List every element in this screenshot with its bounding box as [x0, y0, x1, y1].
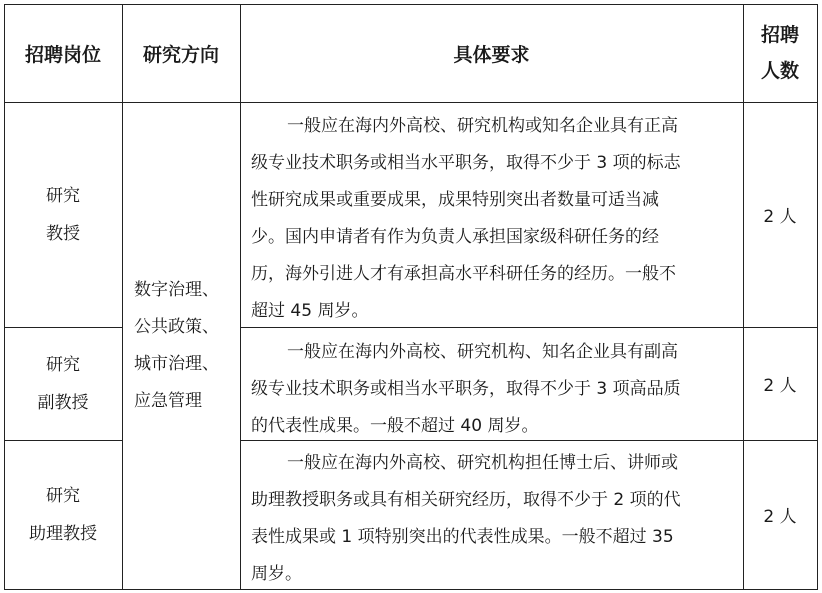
- requirement-line: 一般应在海内外高校、研究机构、知名企业具有副高: [287, 342, 678, 362]
- position-research-assistant-professor: [4, 440, 122, 589]
- count-research-professor: 2 人: [763, 207, 797, 227]
- requirement-line: 周岁。: [251, 564, 302, 584]
- header-count: [743, 4, 817, 102]
- header-requirements: 具体要求: [453, 43, 530, 66]
- position-line: 教授: [46, 223, 80, 244]
- table-border-right: [817, 4, 818, 590]
- direction-item: 公共政策、: [134, 316, 219, 337]
- research-direction-cell: [122, 102, 240, 589]
- count-research-assistant-professor: 2 人: [763, 507, 797, 527]
- requirements-research-associate-professor: [251, 334, 681, 445]
- requirement-line: 级专业技术职务或相当水平职务，取得不少于 3 项的标志: [251, 153, 681, 173]
- requirement-line: 性研究成果或重要成果，成果特别突出者数量可适当减: [251, 190, 659, 210]
- position-line: 助理教授: [29, 523, 97, 544]
- position-line: 研究: [46, 485, 80, 506]
- header-count-line1: 招聘: [760, 24, 799, 46]
- direction-item: 城市治理、: [134, 353, 219, 374]
- requirement-line: 超过 45 周岁。: [251, 301, 369, 321]
- requirement-line: 助理教授职务或具有相关研究经历，取得不少于 2 项的代: [251, 490, 681, 510]
- requirements-research-professor: [251, 108, 681, 330]
- count-research-associate-professor: 2 人: [763, 376, 797, 396]
- direction-item: 数字治理、: [134, 279, 219, 300]
- position-research-associate-professor: [4, 327, 122, 440]
- requirement-line: 少。国内申请者有作为负责人承担国家级科研任务的经: [251, 227, 659, 247]
- header-direction: 研究方向: [142, 43, 219, 66]
- position-line: 研究: [46, 354, 80, 375]
- position-line: 副教授: [37, 392, 89, 413]
- requirement-line: 表性成果或 1 项特别突出的代表性成果。一般不超过 35: [251, 527, 674, 547]
- requirement-line: 一般应在海内外高校、研究机构担任博士后、讲师或: [287, 453, 678, 473]
- requirement-line: 的代表性成果。一般不超过 40 周岁。: [251, 416, 539, 436]
- header-position: 招聘岗位: [24, 43, 101, 66]
- direction-item: 应急管理: [134, 390, 202, 411]
- position-research-professor: [4, 102, 122, 327]
- requirements-research-assistant-professor: [251, 445, 681, 593]
- requirement-line: 级专业技术职务或相当水平职务，取得不少于 3 项高品质: [251, 379, 681, 399]
- header-count-line2: 人数: [760, 60, 799, 82]
- requirement-line: 一般应在海内外高校、研究机构或知名企业具有正高: [287, 116, 678, 136]
- requirement-line: 历，海外引进人才有承担高水平科研任务的经历。一般不: [251, 264, 676, 284]
- position-line: 研究: [46, 185, 80, 206]
